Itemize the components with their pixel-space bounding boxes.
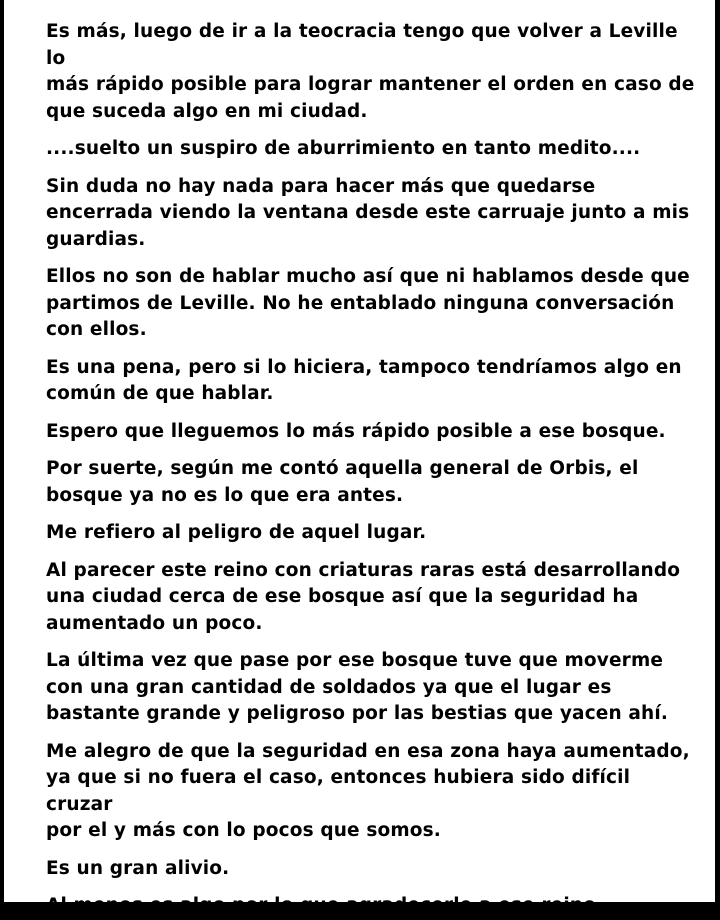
paragraph: Al menos es algo por lo que agradecerle a ese reino. [46,895,604,916]
paragraph: Me alegro de que la seguridad en esa zona haya aumentado, ya que si no fuera el caso, entonces hubiera sido difícil cruzar por el y más con lo pocos que somos. [46,740,690,841]
paragraph: Es más, luego de ir a la teocracia tengo que volver a Leville lo más rápido posible para lograr mantener el orden en caso de que suceda algo en mi ciudad. [46,21,695,122]
paragraph: Por suerte, según me contó aquella general de Orbis, el bosque ya no es lo que era antes. [46,458,639,506]
paragraph: La última vez que pase por ese bosque tuve que moverme con una gran cantidad de soldados ya que el lugar es bastante grande y peligroso por las bestias que yacen ahí. [46,650,669,724]
paragraph: Me refiero al peligro de aquel lugar. [46,522,427,543]
paragraph: Ellos no son de hablar mucho así que ni hablamos desde que partimos de Leville. No he entablado ninguna conversación con ellos. [46,266,690,340]
paragraph: Sin duda no hay nada para hacer más que quedarse encerrada viendo la ventana desde este carruaje junto a mis guardias. [46,175,690,250]
paragraph: Espero que lleguemos lo más rápido posible a ese bosque. [46,420,666,442]
document-page [4,0,715,916]
paragraph: Es un gran alivio. [46,857,230,879]
paragraph: Al parecer este reino con criaturas raras está desarrollando una ciudad cerca de ese bosque así que la seguridad ha aumentado un poco. [46,559,681,634]
paragraph: Es una pena, pero si lo hiciera, tampoco tendríamos algo en común de que hablar. [46,356,682,404]
paragraph: ....suelto un suspiro de aburrimiento en tanto medito.... [46,138,641,159]
